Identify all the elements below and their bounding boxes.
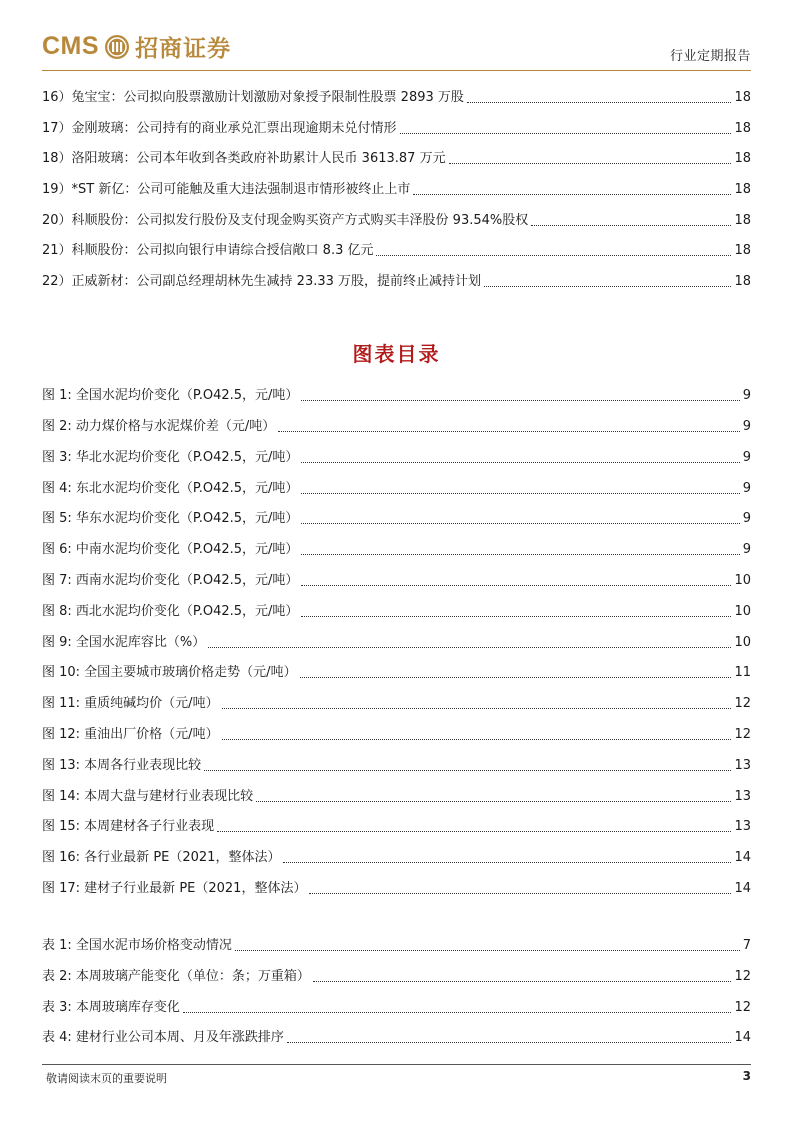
- page-header: [42, 26, 751, 70]
- figure-toc-entry[interactable]: [42, 600, 751, 620]
- toc-entry-page: 14: [734, 881, 751, 896]
- toc-entry-page: 18: [734, 151, 751, 166]
- figure-toc-entry[interactable]: [42, 384, 751, 404]
- figure-toc-entry[interactable]: [42, 569, 751, 589]
- toc-entry-title: 表 2: 本周玻璃产能变化（单位：条；万重箱）: [42, 969, 310, 984]
- toc-entry-title: 表 1: 全国水泥市场价格变动情况: [42, 938, 232, 953]
- toc-entry-page: 9: [742, 388, 751, 403]
- toc-entry-title: 16）兔宝宝：公司拟向股票激励计划激励对象授予限制性股票 2893 万股: [42, 90, 464, 105]
- figure-toc-entry[interactable]: [42, 507, 751, 527]
- toc-entry-page: 10: [734, 635, 751, 650]
- dot-leader: [283, 861, 731, 863]
- toc-entry-page: 12: [734, 1000, 751, 1015]
- toc-entry[interactable]: [42, 147, 751, 167]
- toc-entry-title: 图 14: 本周大盘与建材行业表现比较: [42, 789, 254, 804]
- dot-leader: [301, 461, 739, 463]
- figure-toc-entry[interactable]: [42, 815, 751, 835]
- dot-leader: [222, 707, 732, 709]
- toc-entry-page: 10: [734, 573, 751, 588]
- toc-entry-page: 10: [734, 604, 751, 619]
- logo-text: CMS: [42, 32, 100, 60]
- footer-divider: [42, 1064, 751, 1065]
- figure-toc-entry[interactable]: [42, 477, 751, 497]
- toc-entry-title: 18）洛阳玻璃：公司本年收到各类政府补助累计人民币 3613.87 万元: [42, 151, 446, 166]
- toc-entry-title: 图 7: 西南水泥均价变化（P.O42.5，元/吨）: [42, 573, 299, 588]
- figure-toc-entry[interactable]: [42, 692, 751, 712]
- dot-leader: [183, 1011, 732, 1013]
- figure-toc-entry[interactable]: [42, 877, 751, 897]
- toc-entry-title: 图 1: 全国水泥均价变化（P.O42.5，元/吨）: [42, 388, 299, 403]
- toc-entry-page: 9: [742, 511, 751, 526]
- toc-entry-title: 图 12: 重油出厂价格（元/吨）: [42, 727, 219, 742]
- dot-leader: [301, 399, 739, 401]
- toc-entry[interactable]: [42, 239, 751, 259]
- toc-entry-page: 9: [742, 481, 751, 496]
- toc-entry-title: 17）金刚玻璃：公司持有的商业承兑汇票出现逾期未兑付情形: [42, 121, 397, 136]
- toc-entry-title: 图 2: 动力煤价格与水泥煤价差（元/吨）: [42, 419, 276, 434]
- dot-leader: [309, 892, 731, 894]
- dot-leader: [301, 553, 739, 555]
- toc-entry-title: 表 4: 建材行业公司本周、月及年涨跌排序: [42, 1030, 284, 1045]
- toc-entry-title: 图 16: 各行业最新 PE（2021，整体法）: [42, 850, 281, 865]
- cms-logo: [42, 30, 231, 63]
- dot-leader: [301, 615, 731, 617]
- dot-leader: [235, 949, 740, 951]
- toc-entry-page: 9: [742, 542, 751, 557]
- toc-entry-page: 18: [734, 243, 751, 258]
- toc-entry-page: 14: [734, 1030, 751, 1045]
- toc-entry-page: 13: [734, 789, 751, 804]
- toc-entry[interactable]: [42, 209, 751, 229]
- logo-chinese-text: 招商证券: [135, 35, 232, 62]
- toc-entry-page: 18: [734, 182, 751, 197]
- dot-leader: [204, 769, 731, 771]
- toc-entry[interactable]: [42, 117, 751, 137]
- toc-entry[interactable]: [42, 178, 751, 198]
- toc-entry-page: 18: [734, 274, 751, 289]
- toc-entry-title: 19）*ST 新亿：公司可能触及重大违法强制退市情形被终止上市: [42, 182, 411, 197]
- toc-entry-page: 12: [734, 696, 751, 711]
- toc-entry-title: 图 15: 本周建材各子行业表现: [42, 819, 215, 834]
- toc-entry-title: 图 4: 东北水泥均价变化（P.O42.5，元/吨）: [42, 481, 299, 496]
- toc-entry-page: 18: [734, 90, 751, 105]
- figure-toc-entry[interactable]: [42, 538, 751, 558]
- toc-entry[interactable]: [42, 86, 751, 106]
- figure-toc-entry[interactable]: [42, 415, 751, 435]
- dot-leader: [531, 224, 731, 226]
- dot-leader: [301, 584, 731, 586]
- dot-leader: [301, 522, 739, 524]
- dot-leader: [313, 980, 732, 982]
- toc-entry-title: 21）科顺股份：公司拟向银行申请综合授信敞口 8.3 亿元: [42, 243, 374, 258]
- report-type: 行业定期报告: [669, 49, 751, 64]
- toc-entry-title: 20）科顺股份：公司拟发行股份及支付现金购买资产方式购买丰泽股份 93.54%股权: [42, 213, 529, 228]
- dot-leader: [300, 676, 732, 678]
- dot-leader: [256, 800, 731, 802]
- toc-entry-page: 7: [742, 938, 751, 953]
- toc-entry-page: 9: [742, 419, 751, 434]
- toc-entry-page: 12: [734, 969, 751, 984]
- toc-entry-page: 18: [734, 121, 751, 136]
- toc-entry-page: 12: [734, 727, 751, 742]
- toc-entry-title: 图 10: 全国主要城市玻璃价格走势（元/吨）: [42, 665, 297, 680]
- toc-entry-title: 图 8: 西北水泥均价变化（P.O42.5，元/吨）: [42, 604, 299, 619]
- toc-entry[interactable]: [42, 270, 751, 290]
- dot-leader: [287, 1041, 732, 1043]
- table-toc-entry[interactable]: [42, 934, 751, 954]
- toc-entry-page: 9: [742, 450, 751, 465]
- figure-toc-entry[interactable]: [42, 661, 751, 681]
- toc-entry-page: 13: [734, 758, 751, 773]
- dot-leader: [208, 646, 731, 648]
- dot-leader: [217, 830, 731, 832]
- dot-leader: [467, 101, 732, 103]
- dot-leader: [376, 254, 731, 256]
- figure-toc-entry[interactable]: [42, 446, 751, 466]
- toc-entry-page: 13: [734, 819, 751, 834]
- toc-entry-page: 14: [734, 850, 751, 865]
- page-number: 3: [742, 1069, 751, 1083]
- dot-leader: [278, 430, 739, 432]
- figure-toc-entry[interactable]: [42, 785, 751, 805]
- dot-leader: [400, 132, 732, 134]
- toc-entry-page: 11: [734, 665, 751, 680]
- dot-leader: [222, 738, 732, 740]
- figure-toc-entry[interactable]: [42, 723, 751, 743]
- dot-leader: [449, 162, 732, 164]
- figure-toc-entry[interactable]: [42, 754, 751, 774]
- toc-entry-title: 图 17: 建材子行业最新 PE（2021，整体法）: [42, 881, 307, 896]
- footer-disclaimer-note: 敬请阅读末页的重要说明: [46, 1072, 167, 1085]
- dot-leader: [484, 285, 731, 287]
- logo-emblem-icon: [104, 34, 130, 60]
- header-divider: [42, 70, 751, 71]
- toc-entry-title: 图 6: 中南水泥均价变化（P.O42.5，元/吨）: [42, 542, 299, 557]
- toc-entry-title: 图 13: 本周各行业表现比较: [42, 758, 202, 773]
- figures-toc-title: 图表目录: [352, 342, 441, 366]
- toc-entry-title: 图 11: 重质纯碱均价（元/吨）: [42, 696, 219, 711]
- table-toc-entry[interactable]: [42, 1026, 751, 1046]
- toc-entry-title: 图 9: 全国水泥库容比（%）: [42, 635, 206, 650]
- toc-entry-title: 图 3: 华北水泥均价变化（P.O42.5，元/吨）: [42, 450, 299, 465]
- toc-entry-page: 18: [734, 213, 751, 228]
- figure-toc-entry[interactable]: [42, 846, 751, 866]
- toc-entry-title: 表 3: 本周玻璃库存变化: [42, 1000, 180, 1015]
- table-toc-entry[interactable]: [42, 996, 751, 1016]
- toc-entry-title: 图 5: 华东水泥均价变化（P.O42.5，元/吨）: [42, 511, 299, 526]
- table-toc-entry[interactable]: [42, 965, 751, 985]
- figure-toc-entry[interactable]: [42, 631, 751, 651]
- toc-entry-title: 22）正威新材：公司副总经理胡林先生减持 23.33 万股，提前终止减持计划: [42, 274, 482, 289]
- dot-leader: [301, 492, 739, 494]
- dot-leader: [413, 193, 731, 195]
